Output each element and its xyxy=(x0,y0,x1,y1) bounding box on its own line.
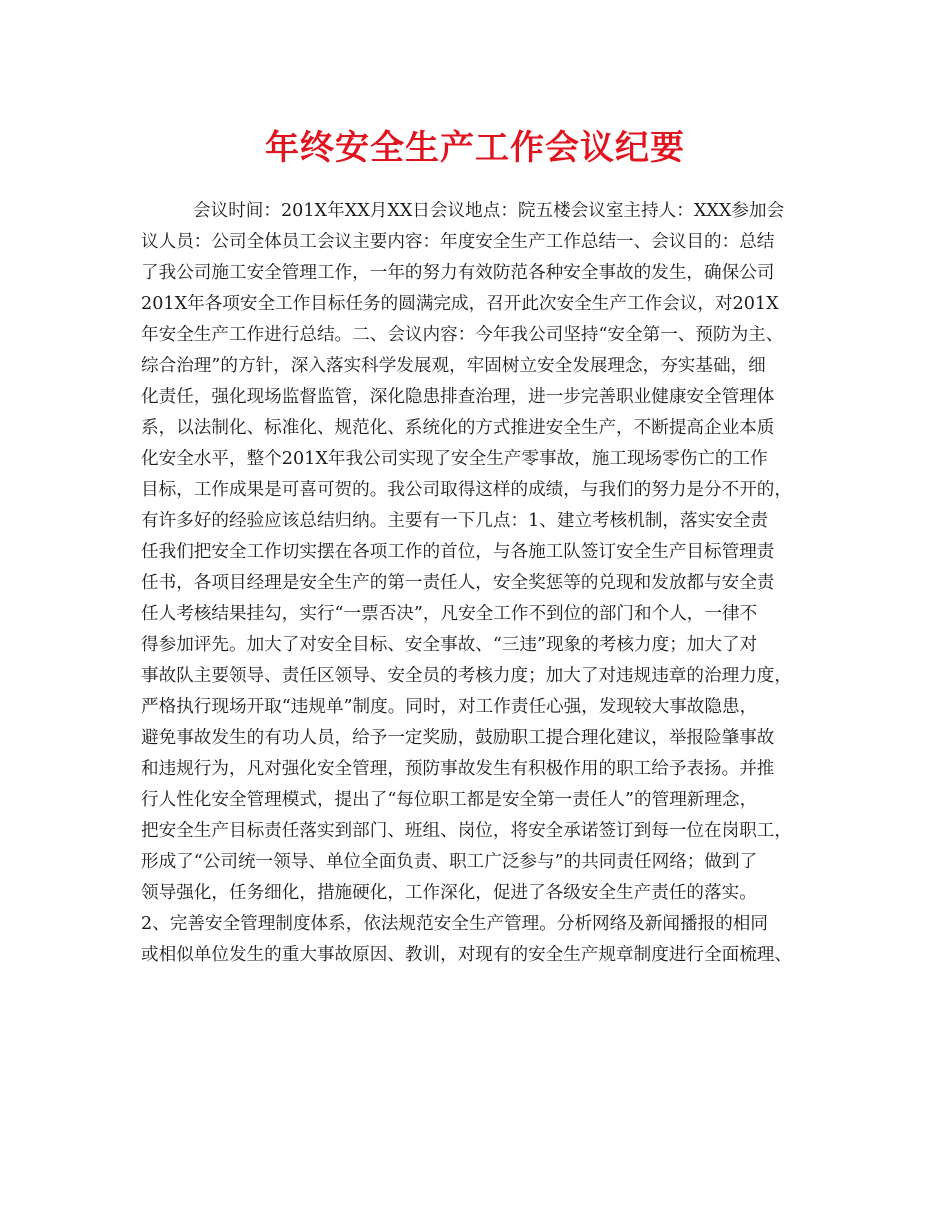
document-body xyxy=(141,196,821,971)
body-line: 会议时间：201X年XX月XX日会议地点：院五楼会议室主持人：XXX参加会 xyxy=(193,201,785,221)
body-line: 目标，工作成果是可喜可贺的。我公司取得这样的成绩，与我们的努力是分不开的， xyxy=(141,480,792,500)
body-line: 避免事故发生的有功人员，给予一定奖励，鼓励职工提合理化建议，举报险肇事故 xyxy=(141,728,775,748)
body-line: 行人性化安全管理模式，提出了“每位职工都是安全第一责任人”的管理新理念， xyxy=(141,790,758,810)
document-title: 年终安全生产工作会议纪要 xyxy=(265,128,685,168)
body-line: 得参加评先。加大了对安全目标、安全事故、“三违”现象的考核力度；加大了对 xyxy=(141,635,758,655)
body-line: 2、完善安全管理制度体系，依法规范安全生产管理。分析网络及新闻播报的相同 xyxy=(141,914,768,934)
body-line: 把安全生产目标责任落实到部门、班组、岗位，将安全承诺签订到每一位在岗职工， xyxy=(141,821,792,841)
body-line: 领导强化，任务细化，措施硬化，工作深化，促进了各级安全生产责任的落实。 xyxy=(141,883,757,903)
body-line: 严格执行现场开取“违规单”制度。同时，对工作责任心强，发现较大事故隐患， xyxy=(141,697,758,717)
body-line: 形成了“公司统一领导、单位全面负责、职工广泛参与”的共同责任网络；做到了 xyxy=(141,852,758,872)
body-line: 任我们把安全工作切实摆在各项工作的首位，与各施工队签订安全生产目标管理责 xyxy=(141,542,775,562)
body-line: 综合治理”的方针，深入落实科学发展观，牢固树立安全发展理念，夯实基础，细 xyxy=(141,356,766,376)
body-line: 议人员：公司全体员工会议主要内容：年度安全生产工作总结一、会议目的：总结 xyxy=(141,232,775,252)
body-line: 有许多好的经验应该总结归纳。主要有一下几点：1、建立考核机制，落实安全责 xyxy=(141,511,768,531)
body-line: 和违规行为，凡对强化安全管理，预防事故发生有积极作用的职工给予表扬。并推 xyxy=(141,759,775,779)
body-line: 201X年各项安全工作目标任务的圆满完成，召开此次安全生产工作会议，对201X xyxy=(141,294,779,314)
body-line: 系，以法制化、标准化、规范化、系统化的方式推进安全生产，不断提高企业本质 xyxy=(141,418,775,438)
body-line: 化安全水平，整个201X年我公司实现了安全生产零事故，施工现场零伤亡的工作 xyxy=(141,449,768,469)
body-line: 任人考核结果挂勾，实行“一票否决”，凡安全工作不到位的部门和个人，一律不 xyxy=(141,604,758,624)
body-line: 年安全生产工作进行总结。二、会议内容：今年我公司坚持“安全第一、预防为主、 xyxy=(141,325,784,345)
body-line: 化责任，强化现场监督监管，深化隐患排查治理，进一步完善职业健康安全管理体 xyxy=(141,387,775,407)
body-line: 事故队主要领导、责任区领导、安全员的考核力度；加大了对违规违章的治理力度， xyxy=(141,666,792,686)
body-line: 了我公司施工安全管理工作，一年的努力有效防范各种安全事故的发生，确保公司 xyxy=(141,263,775,283)
body-line: 或相似单位发生的重大事故原因、教训，对现有的安全生产规章制度进行全面梳理、 xyxy=(141,945,792,965)
body-line: 任书，各项目经理是安全生产的第一责任人，安全奖惩等的兑现和发放都与安全责 xyxy=(141,573,775,593)
